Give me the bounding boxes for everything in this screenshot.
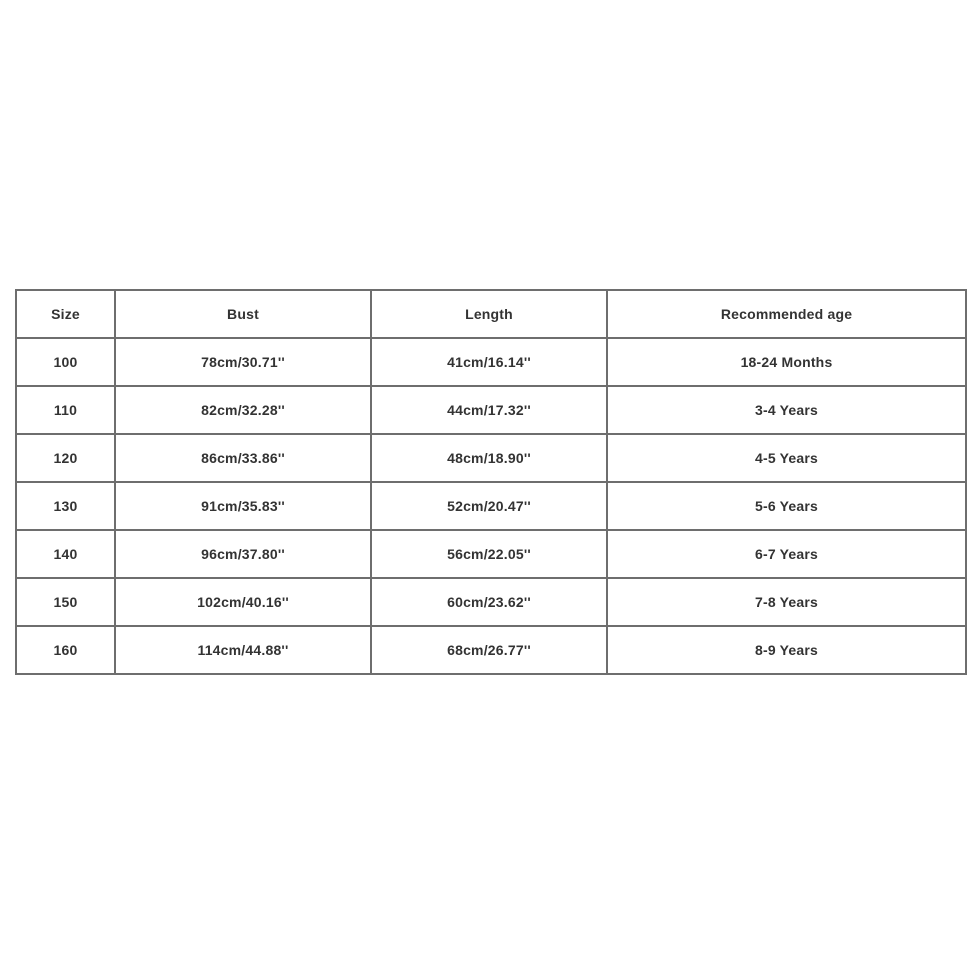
- table-row: [16, 386, 966, 434]
- cell-size: 120: [16, 434, 115, 482]
- cell-bust: 86cm/33.86'': [115, 434, 371, 482]
- table-row: [16, 434, 966, 482]
- cell-size: 100: [16, 338, 115, 386]
- table-row: [16, 578, 966, 626]
- cell-size: 130: [16, 482, 115, 530]
- cell-length: 56cm/22.05'': [371, 530, 607, 578]
- cell-length: 44cm/17.32'': [371, 386, 607, 434]
- cell-bust: 102cm/40.16'': [115, 578, 371, 626]
- cell-length: 52cm/20.47'': [371, 482, 607, 530]
- cell-bust: 82cm/32.28'': [115, 386, 371, 434]
- cell-recommended-age: 7-8 Years: [607, 578, 966, 626]
- header-length: Length: [371, 290, 607, 338]
- size-chart-table: [15, 289, 967, 675]
- cell-recommended-age: 6-7 Years: [607, 530, 966, 578]
- cell-size: 160: [16, 626, 115, 674]
- cell-recommended-age: 8-9 Years: [607, 626, 966, 674]
- table-row: [16, 530, 966, 578]
- cell-length: 68cm/26.77'': [371, 626, 607, 674]
- cell-recommended-age: 3-4 Years: [607, 386, 966, 434]
- cell-bust: 114cm/44.88'': [115, 626, 371, 674]
- table-row: [16, 338, 966, 386]
- cell-length: 48cm/18.90'': [371, 434, 607, 482]
- cell-recommended-age: 18-24 Months: [607, 338, 966, 386]
- header-size: Size: [16, 290, 115, 338]
- table-row: [16, 482, 966, 530]
- cell-bust: 91cm/35.83'': [115, 482, 371, 530]
- cell-size: 150: [16, 578, 115, 626]
- header-recommended-age: Recommended age: [607, 290, 966, 338]
- cell-recommended-age: 5-6 Years: [607, 482, 966, 530]
- cell-length: 60cm/23.62'': [371, 578, 607, 626]
- cell-bust: 78cm/30.71'': [115, 338, 371, 386]
- cell-recommended-age: 4-5 Years: [607, 434, 966, 482]
- header-bust: Bust: [115, 290, 371, 338]
- cell-length: 41cm/16.14'': [371, 338, 607, 386]
- cell-size: 140: [16, 530, 115, 578]
- cell-size: 110: [16, 386, 115, 434]
- table-row: [16, 626, 966, 674]
- table-header-row: [16, 290, 966, 338]
- cell-bust: 96cm/37.80'': [115, 530, 371, 578]
